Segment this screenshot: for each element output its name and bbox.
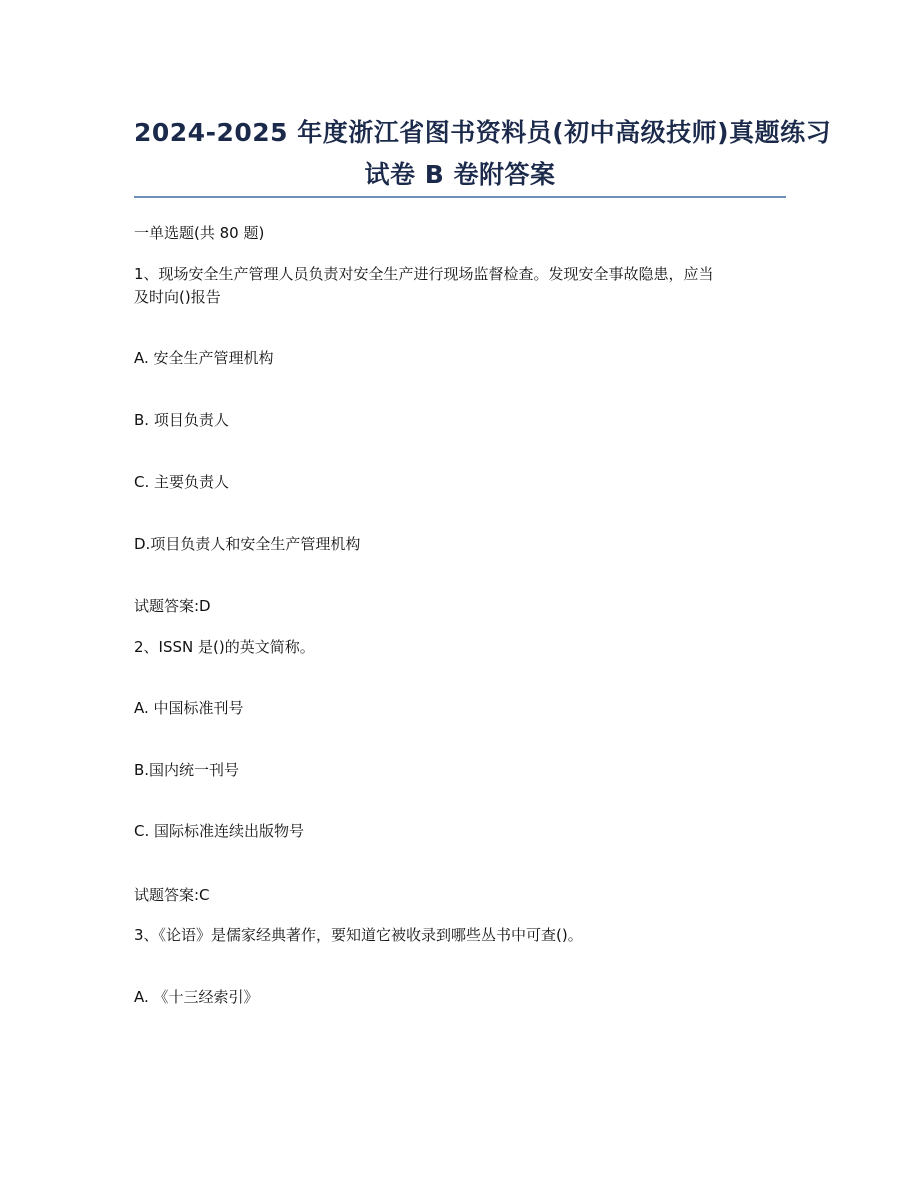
question-1-answer: 试题答案:D xyxy=(134,597,211,615)
section-heading: 一单选题(共 80 题) xyxy=(134,224,265,242)
question-1-option-c: C. 主要负责人 xyxy=(134,473,230,491)
question-1-stem-line-1: 1、现场安全生产管理人员负责对安全生产进行现场监督检查。发现安全事故隐患，应当 xyxy=(134,265,714,283)
document-title xyxy=(134,112,832,196)
title-divider xyxy=(134,196,786,198)
question-1-stem-line-2: 及时向()报告 xyxy=(134,288,221,306)
question-1-option-a: A. 安全生产管理机构 xyxy=(134,349,274,367)
question-1-option-b: B. 项目负责人 xyxy=(134,411,229,429)
title-line-2: 试卷 B 卷附答案 xyxy=(364,160,556,189)
question-2-option-b: B.国内统一刊号 xyxy=(134,761,240,779)
question-1-option-d: D.项目负责人和安全生产管理机构 xyxy=(134,535,361,553)
question-3-stem: 3、《论语》是儒家经典著作，要知道它被收录到哪些丛书中可查()。 xyxy=(134,926,583,944)
question-2-option-c: C. 国际标准连续出版物号 xyxy=(134,822,305,840)
title-line-1: 2024-2025 年度浙江省图书资料员(初中高级技师)真题练习 xyxy=(134,118,832,147)
question-3-option-a: A. 《十三经索引》 xyxy=(134,988,259,1006)
question-2-answer: 试题答案:C xyxy=(134,886,210,904)
question-2-stem: 2、ISSN 是()的英文简称。 xyxy=(134,638,315,656)
question-2-option-a: A. 中国标准刊号 xyxy=(134,699,244,717)
